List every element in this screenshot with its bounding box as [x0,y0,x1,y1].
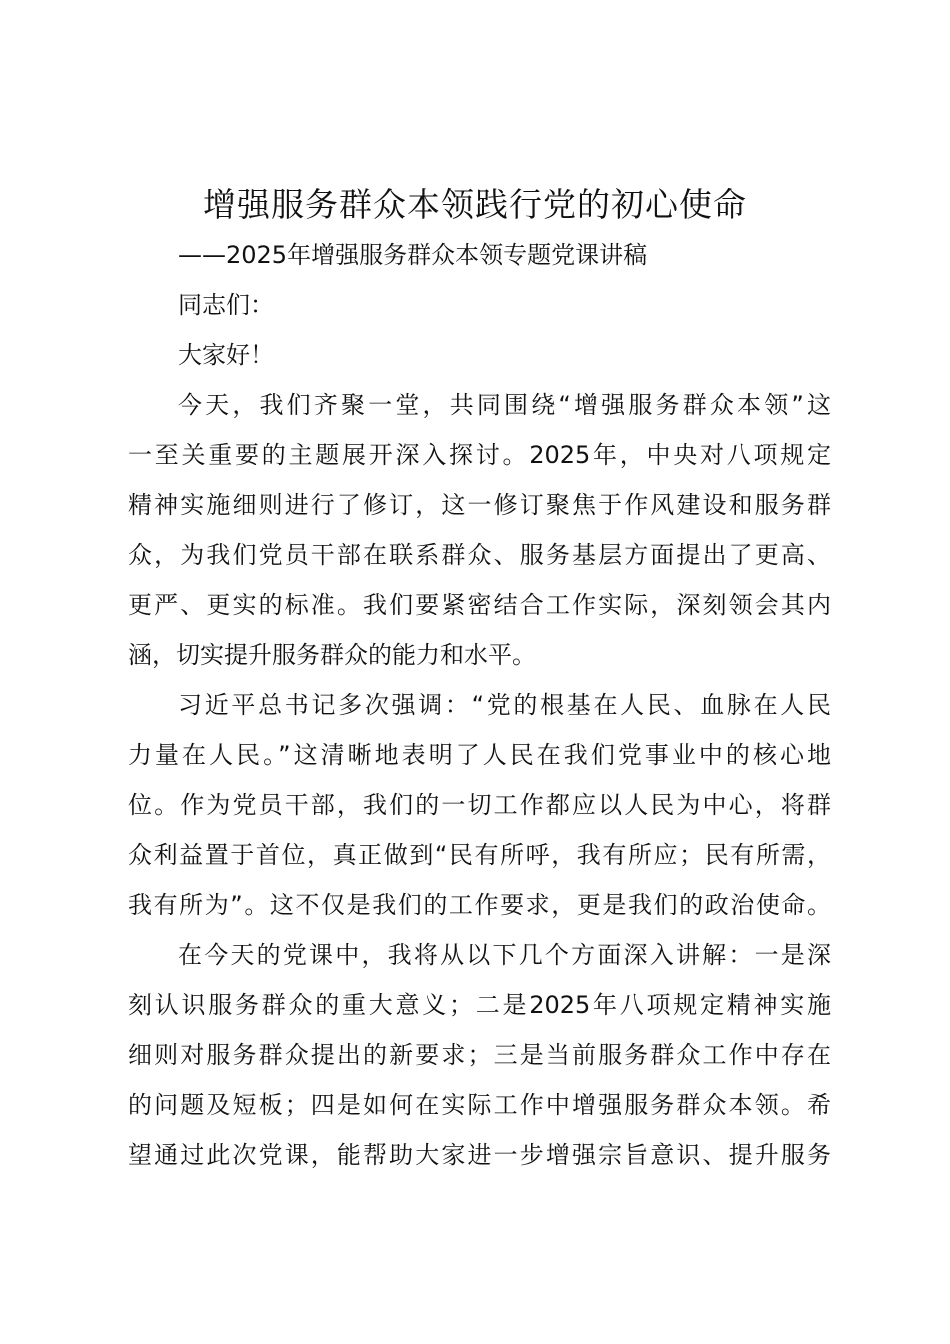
paragraph-intro [128,380,831,680]
paragraph-line: 细则对服务群众提出的新要求；三是当前服务群众工作中存在 [128,1041,831,1069]
paragraph-line: 我有所为”。这不仅是我们的工作要求，更是我们的政治使命。 [128,891,831,919]
paragraph-line: 精神实施细则进行了修订，这一修订聚焦于作风建设和服务群 [128,491,831,519]
paragraph-line: 的问题及短板；四是如何在实际工作中增强服务群众本领。希 [128,1091,831,1119]
paragraph-line: 今天，我们齐聚一堂，共同围绕“增强服务群众本领”这 [178,391,831,419]
document-body [128,280,831,1180]
paragraph-line: 习近平总书记多次强调：“党的根基在人民、血脉在人民 [178,691,831,719]
paragraph-line: 力量在人民。”这清晰地表明了人民在我们党事业中的核心地 [128,741,831,769]
paragraph-line: 在今天的党课中，我将从以下几个方面深入讲解：一是深 [178,941,831,969]
paragraph-line: 望通过此次党课，能帮助大家进一步增强宗旨意识、提升服务 [128,1141,831,1169]
paragraph-line: 位。作为党员干部，我们的一切工作都应以人民为中心，将群 [128,791,831,819]
paragraph-line: 众，为我们党员干部在联系群众、服务基层方面提出了更高、 [128,541,831,569]
paragraph-quote [128,680,831,930]
document-subtitle: ——2025年增强服务群众本领专题党课讲稿 [178,241,648,269]
paragraph-line: 涵，切实提升服务群众的能力和水平。 [128,641,536,669]
salutation: 同志们： [178,291,274,319]
document-title: 增强服务群众本领践行党的初心使命 [203,185,747,224]
paragraph-line: 众利益置于首位，真正做到“民有所呼，我有所应；民有所需， [128,841,831,869]
paragraph-line: 更严、更实的标准。我们要紧密结合工作实际，深刻领会其内 [128,591,831,619]
paragraph-line: 刻认识服务群众的重大意义；二是2025年八项规定精神实施 [128,991,831,1019]
greeting: 大家好！ [178,341,274,369]
paragraph-line: 一至关重要的主题展开深入探讨。2025年，中央对八项规定 [128,441,831,469]
paragraph-outline [128,930,831,1180]
